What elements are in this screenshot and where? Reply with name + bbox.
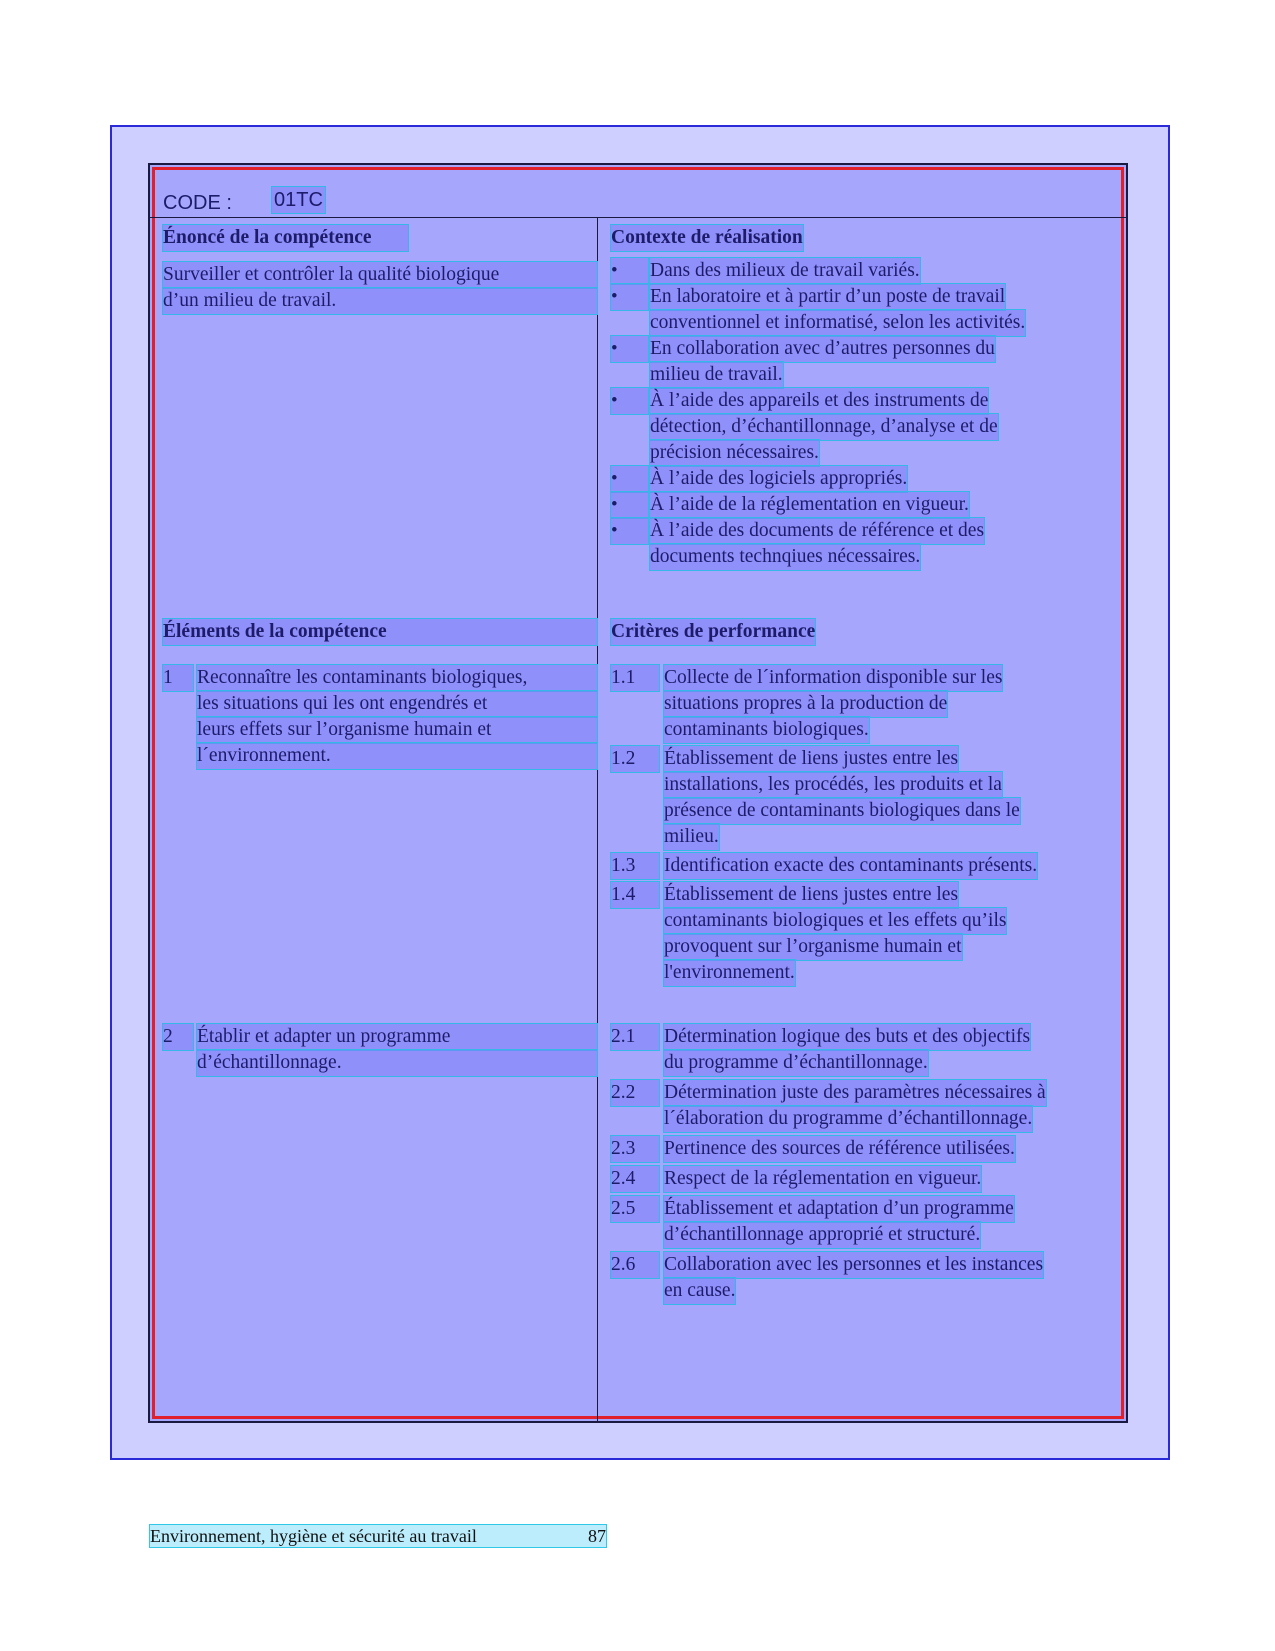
- criterion-2-5-line-2: d’échantillonnage approprié et structuré.: [664, 1222, 980, 1248]
- element-1-line-3: leurs effets sur l’organisme humain et: [197, 717, 597, 743]
- context-item-1: Dans des milieux de travail variés.: [650, 258, 920, 284]
- criterion-1-2-line-1: Établissement de liens justes entre les: [664, 746, 958, 772]
- element-1-line-1: Reconnaître les contaminants biologiques,: [197, 665, 597, 691]
- element-2-line-1: Établir et adapter un programme: [197, 1024, 597, 1050]
- criterion-2-2-line-2: l´élaboration du programme d’échantillonnage.: [664, 1106, 1032, 1132]
- criteria-header: Critères de performance: [611, 619, 815, 645]
- element-1-number: 1: [163, 665, 193, 691]
- criterion-2-6-number: 2.6: [611, 1252, 659, 1278]
- element-2-number: 2: [163, 1024, 193, 1050]
- criterion-2-2-number: 2.2: [611, 1080, 659, 1106]
- criterion-1-4-line-2: contaminants biologiques et les effets qu’ils: [664, 908, 1006, 934]
- header-divider: [148, 217, 1128, 218]
- context-item-7-line-2: documents technqiues nécessaires.: [650, 544, 920, 570]
- element-2-line-2: d’échantillonnage.: [197, 1050, 597, 1076]
- criterion-1-1-number: 1.1: [611, 665, 659, 691]
- left-header: Énoncé de la compétence: [163, 225, 408, 251]
- context-item-5: À l’aide des logiciels appropriés.: [650, 466, 907, 492]
- bullet-icon: •: [611, 466, 648, 492]
- elements-header: Éléments de la compétence: [163, 619, 597, 645]
- context-item-2-line-1: En laboratoire et à partir d’un poste de travail: [650, 284, 1005, 310]
- page-number: 87: [588, 1526, 606, 1546]
- criterion-1-4-line-1: Établissement de liens justes entre les: [664, 882, 958, 908]
- criterion-1-4-line-3: provoquent sur l’organisme humain et: [664, 934, 962, 960]
- criterion-1-3-number: 1.3: [611, 853, 659, 879]
- bullet-icon: •: [611, 284, 648, 310]
- code-label: CODE :: [163, 192, 232, 214]
- bullet-icon: •: [611, 492, 648, 518]
- element-1-line-4: l´environnement.: [197, 743, 597, 769]
- criterion-1-4-number: 1.4: [611, 882, 659, 908]
- competence-line-1: Surveiller et contrôler la qualité biologique: [163, 262, 597, 288]
- criterion-2-2-line-1: Détermination juste des paramètres nécessaires à: [664, 1080, 1046, 1106]
- criterion-1-2-line-4: milieu.: [664, 824, 719, 850]
- criterion-2-3-line-1: Pertinence des sources de référence utilisées.: [664, 1136, 1015, 1162]
- criterion-2-6-line-1: Collaboration avec les personnes et les instances: [664, 1252, 1043, 1278]
- criterion-2-1-line-2: du programme d’échantillonnage.: [664, 1050, 928, 1076]
- bullet-icon: •: [611, 336, 648, 362]
- context-item-4-line-1: À l’aide des appareils et des instruments de: [650, 388, 988, 414]
- context-item-4-line-3: précision nécessaires.: [650, 440, 819, 466]
- competence-line-2: d’un milieu de travail.: [163, 288, 597, 314]
- criterion-1-2-number: 1.2: [611, 746, 659, 772]
- context-item-3-line-1: En collaboration avec d’autres personnes du: [650, 336, 995, 362]
- context-item-6: À l’aide de la réglementation en vigueur.: [650, 492, 969, 518]
- criterion-1-1-line-3: contaminants biologiques.: [664, 717, 869, 743]
- criterion-2-6-line-2: en cause.: [664, 1278, 735, 1304]
- criterion-2-4-line-1: Respect de la réglementation en vigueur.: [664, 1166, 981, 1192]
- bullet-icon: •: [611, 258, 648, 284]
- element-1-line-2: les situations qui les ont engendrés et: [197, 691, 597, 717]
- criterion-1-2-line-2: installations, les procédés, les produits et la: [664, 772, 1002, 798]
- context-item-3-line-2: milieu de travail.: [650, 362, 783, 388]
- bullet-icon: •: [611, 388, 648, 414]
- criterion-2-1-line-1: Détermination logique des buts et des objectifs: [664, 1024, 1030, 1050]
- code-value: 01TC: [274, 189, 323, 211]
- bullet-icon: •: [611, 518, 648, 544]
- criterion-2-5-line-1: Établissement et adaptation d’un programme: [664, 1196, 1014, 1222]
- right-header: Contexte de réalisation: [611, 225, 803, 251]
- footer-title: Environnement, hygiène et sécurité au travail: [150, 1526, 477, 1546]
- criterion-2-5-number: 2.5: [611, 1196, 659, 1222]
- criterion-2-3-number: 2.3: [611, 1136, 659, 1162]
- criterion-1-1-line-2: situations propres à la production de: [664, 691, 947, 717]
- criterion-1-1-line-1: Collecte de l´information disponible sur les: [664, 665, 1002, 691]
- context-item-7-line-1: À l’aide des documents de référence et des: [650, 518, 984, 544]
- criterion-1-4-line-4: l'environnement.: [664, 960, 795, 986]
- criterion-2-1-number: 2.1: [611, 1024, 659, 1050]
- criterion-2-4-number: 2.4: [611, 1166, 659, 1192]
- context-item-2-line-2: conventionnel et informatisé, selon les activités.: [650, 310, 1025, 336]
- criterion-1-3-line-1: Identification exacte des contaminants présents.: [664, 853, 1037, 879]
- page-footer: [150, 1525, 606, 1547]
- criterion-1-2-line-3: présence de contaminants biologiques dans le: [664, 798, 1020, 824]
- context-item-4-line-2: détection, d’échantillonnage, d’analyse et de: [650, 414, 998, 440]
- column-divider: [597, 217, 598, 1423]
